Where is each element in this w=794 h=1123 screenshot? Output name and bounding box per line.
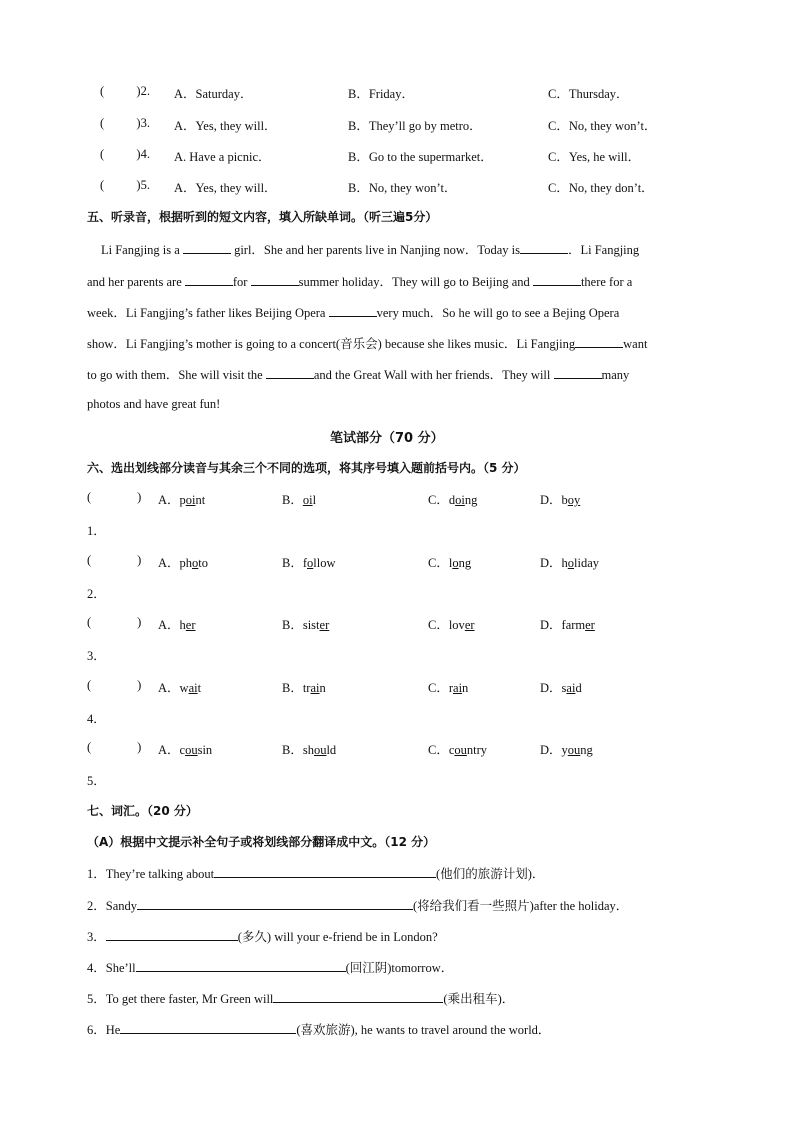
underlined-sound: ai — [188, 680, 198, 695]
vocab-sentence-6: 6．He (喜欢旅游), he wants to travel around the world． — [87, 1020, 550, 1038]
option-b: B．follow — [282, 555, 336, 570]
underlined-sound: er — [585, 618, 595, 632]
phonics-question-row — [87, 615, 141, 630]
option-c: C．No, they don’t． — [548, 181, 654, 195]
underlined-sound: oi — [455, 493, 465, 507]
blank-field[interactable] — [273, 989, 443, 1003]
blank-field[interactable] — [575, 334, 623, 348]
option-a: A．Yes, they will． — [174, 119, 277, 133]
vocab-sentence-2: 2．Sandy (将给我们看一些照片)after the holiday． — [87, 896, 628, 914]
blank-field[interactable] — [136, 958, 346, 972]
question-row-3: ( )3. — [100, 116, 150, 130]
question-number: 3． — [87, 649, 106, 663]
blank-field[interactable] — [214, 864, 436, 878]
option-c: C．long — [428, 555, 472, 570]
passage-line-2: and her parents are for summer holiday．They will go to Beijing and there for a — [87, 272, 709, 290]
blank-field[interactable] — [137, 896, 413, 910]
blank-field[interactable] — [533, 272, 581, 286]
option-a: A．wait — [158, 680, 202, 695]
passage-line-3: week．Li Fangjing’s father likes Beijing Opera very much．So he will go to see a Bejing Opera — [87, 303, 709, 321]
answer-paren[interactable]: ( — [100, 116, 105, 130]
blank-field[interactable] — [520, 240, 568, 254]
blank-field[interactable] — [106, 927, 238, 941]
option-d: D．farmer — [540, 618, 595, 632]
option-d: D．boy — [540, 493, 581, 507]
answer-paren[interactable]: ( ) — [87, 740, 142, 754]
option-a: A．photo — [158, 555, 209, 570]
question-number: 4． — [87, 711, 106, 726]
underlined-sound: er — [185, 618, 196, 632]
option-a: A．Saturday． — [174, 87, 253, 101]
blank-field[interactable] — [554, 365, 602, 379]
underlined-sound: ai — [453, 680, 463, 695]
answer-paren[interactable]: ( ) — [87, 490, 142, 504]
answer-paren[interactable]: ( — [100, 84, 105, 98]
question-number: 5． — [87, 774, 106, 788]
passage-line-1: Li Fangjing is a girl．She and her parents live in Nanjing now．Today is ．Li Fangjing — [87, 240, 709, 258]
underlined-sound: ou — [185, 743, 198, 757]
phonics-question-row — [87, 740, 141, 755]
option-a: A．cousin — [158, 743, 213, 757]
option-d: D．holiday — [540, 555, 600, 570]
option-c: C．doing — [428, 493, 478, 507]
blank-field[interactable] — [183, 240, 231, 254]
underlined-sound: oy — [567, 493, 581, 507]
underlined-sound: ou — [567, 743, 581, 757]
underlined-sound: ou — [313, 743, 327, 757]
underlined-sound: oi — [302, 493, 313, 507]
blank-field[interactable] — [329, 303, 377, 317]
question-row-4: ( )4. — [100, 147, 150, 161]
underlined-sound: ou — [454, 743, 467, 757]
underlined-sound: er — [464, 618, 475, 632]
vocab-sentence-4: 4．She’ll (回江阴)tomorrow． — [87, 958, 453, 976]
blank-field[interactable] — [251, 272, 299, 286]
section-6-title: 六、选出划线部分读音与其余三个不同的选项，将其序号填入题前括号内。（5 分） — [87, 461, 526, 475]
answer-paren[interactable]: ( — [100, 178, 105, 192]
option-b: B．train — [282, 680, 326, 695]
underlined-sound: o — [567, 555, 575, 570]
phonics-question-row — [87, 553, 141, 568]
underlined-sound: er — [319, 618, 330, 632]
question-row-2: ( )2. — [100, 84, 150, 98]
option-b: B．Go to the supermarket． — [348, 150, 493, 164]
option-c: C．Yes, he will． — [548, 150, 641, 164]
vocab-sentence-1: 1．They’re talking about (他们的旅游计划)． — [87, 864, 544, 882]
answer-paren[interactable]: ( ) — [87, 615, 142, 629]
option-c: C．country — [428, 743, 488, 757]
option-b: B．oil — [282, 493, 317, 507]
phonics-question-row — [87, 490, 141, 505]
option-b: B．No, they won’t． — [348, 181, 457, 195]
vocab-sentence-5: 5．To get there faster, Mr Green will (乘出租车)． — [87, 989, 514, 1007]
passage-line-4: show．Li Fangjing’s mother is going to a concert(音乐会) because she likes music．Li Fangjing want — [87, 334, 709, 352]
option-b: B．sister — [282, 618, 330, 632]
underlined-sound: ai — [566, 680, 576, 695]
option-b: B．They’ll go by metro． — [348, 119, 482, 133]
section-7a-title: （A）根据中文提示补全句子或将划线部分翻译成中文。（12 分） — [87, 835, 436, 849]
option-b: B．Friday． — [348, 87, 414, 101]
underlined-sound: o — [307, 555, 314, 570]
option-a: A．her — [158, 618, 196, 632]
answer-paren[interactable]: ( — [100, 147, 105, 161]
option-b: B．should — [282, 743, 337, 757]
vocab-sentence-3: 3． (多久) will your e-friend be in London? — [87, 927, 438, 945]
question-number: 1． — [87, 524, 106, 538]
blank-field[interactable] — [266, 365, 314, 379]
option-d: D．said — [540, 680, 582, 695]
option-d: D．young — [540, 743, 593, 757]
section-7-title: 七、词汇。（20 分） — [87, 804, 198, 818]
passage-line-5: to go with them．She will visit the and the Great Wall with her friends．They will many — [87, 365, 709, 383]
option-c: C．No, they won’t． — [548, 119, 657, 133]
blank-field[interactable] — [120, 1020, 296, 1034]
option-c: C．lover — [428, 618, 475, 632]
underlined-sound: oi — [185, 493, 196, 507]
option-c: C．Thursday． — [548, 87, 629, 101]
underlined-sound: o — [452, 555, 459, 570]
question-number: 2． — [87, 586, 106, 601]
answer-paren[interactable]: ( ) — [87, 552, 142, 567]
underlined-sound: ai — [310, 680, 320, 695]
question-row-5: ( )5. — [100, 178, 150, 192]
answer-paren[interactable]: ( ) — [87, 677, 142, 692]
blank-field[interactable] — [185, 272, 233, 286]
phonics-question-row — [87, 678, 141, 693]
written-section-title: 笔试部分（70 分） — [330, 431, 444, 446]
option-a: A. Have a picnic． — [174, 150, 271, 164]
option-a: A．point — [158, 493, 206, 507]
section-5-title: 五、听录音，根据听到的短文内容，填入所缺单词。（听三遍5分） — [87, 210, 438, 224]
passage-line-6: photos and have great fun! — [87, 397, 221, 411]
option-a: A．Yes, they will． — [174, 181, 277, 195]
underlined-sound: o — [192, 555, 199, 570]
option-c: C．rain — [428, 680, 469, 695]
